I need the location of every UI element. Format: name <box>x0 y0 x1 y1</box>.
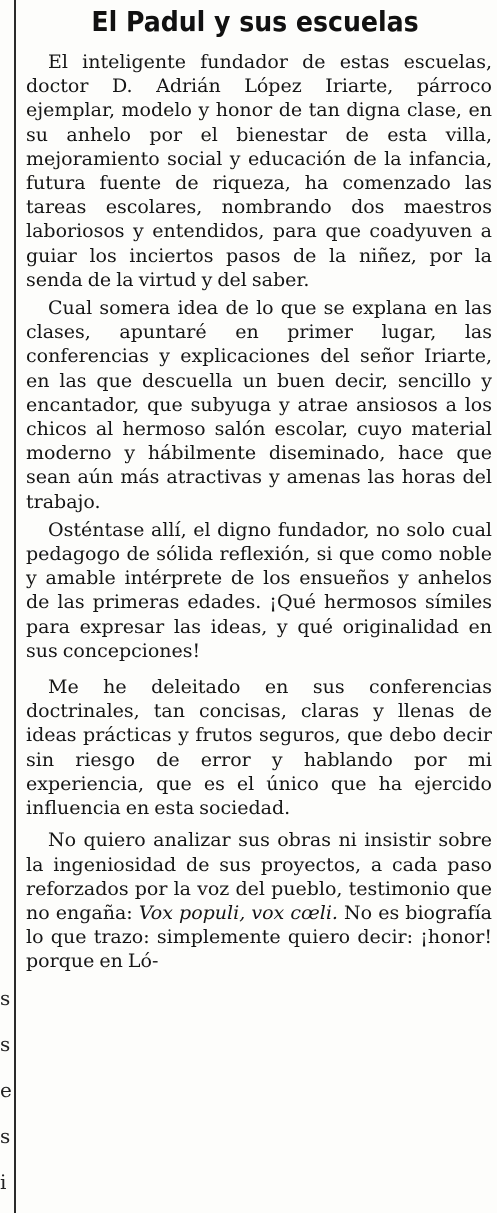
article-title: El Padul y sus escuelas <box>91 5 419 38</box>
margin-fragment: s <box>0 1032 11 1056</box>
paragraph-4: Me he deleitado en sus conferencias doctrinales, tan concisas, claras y llenas de ideas prácticas y frutos seguros, que debo decir sin riesgo de error y hablando por mi experiencia, que es el único que ha ejercido influencia en esta sociedad. <box>26 676 492 820</box>
paragraph-2: Cual somera idea de lo que se explana en las clases, apuntaré en primer lugar, las conferencias y explicaciones del señor Iriarte, en las que descuella un buen decir, sencillo y encantador, que subyuga y atrae ansiosos a los chicos al hermoso salón escolar, cuyo material moderno y hábilmente diseminado, hace que sean aún más atractivas y amenas las horas del trabajo. <box>26 297 492 513</box>
paragraph-5 <box>26 828 492 973</box>
paragraph-3: Osténtase allí, el digno fundador, no solo cual pedagogo de sólida reflexión, si que como noble y amable intérprete de los ensueños y anhelos de las primeras edades. ¡Qué hermosos símiles para expresar las ideas, y qué originalidad en sus concepciones! <box>26 518 492 662</box>
paragraph-5-text-end: No es biografía lo que trazo: simplemente quiero decir: ¡honor! porque en Ló- <box>26 901 492 973</box>
margin-fragment: s <box>0 1124 11 1148</box>
paragraph-1: El inteligente fundador de estas escuelas, doctor D. Adrián López Iriarte, párroco ejemplar, modelo y honor de tan digna clase, en su anhelo por el bienestar de esta villa, mejoramiento social y educación de la infancia, futura fuente de riqueza, ha comenzado las tareas escolares, nombrando dos maestros laboriosos y entendidos, para que coadyuven a guiar los inciertos pasos de la niñez, por la senda de la virtud y del saber. <box>26 51 492 291</box>
column-rule <box>14 0 16 1213</box>
margin-fragment: s <box>0 986 11 1010</box>
margin-fragment: e <box>0 1078 12 1102</box>
left-margin-fragments <box>0 975 12 1205</box>
margin-fragment: i <box>0 1170 7 1194</box>
article-body <box>26 50 492 974</box>
latin-quote: Vox populi, vox cœli. <box>138 901 338 924</box>
paragraph-5-text-start: No quiero analizar sus obras ni insistir sobre la ingeniosidad de sus proyectos, a cada paso reforzados por la voz del pueblo, testimonio que no engaña: <box>26 829 492 924</box>
